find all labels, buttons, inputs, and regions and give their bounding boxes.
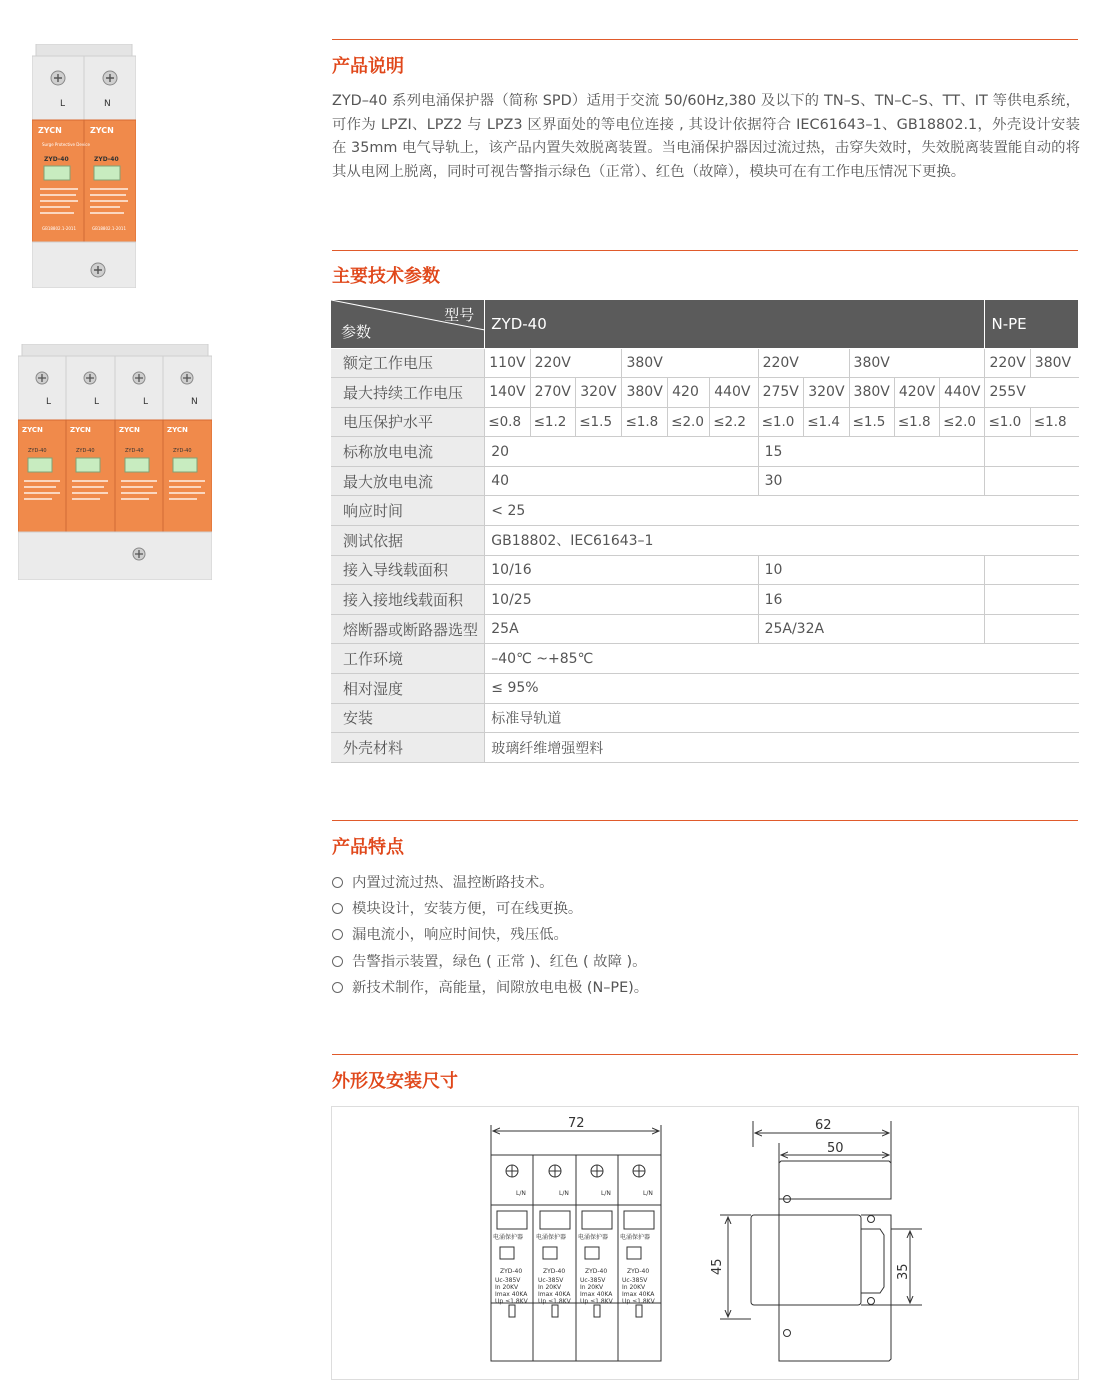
rating-line: Imax 40KA [538,1291,571,1298]
model-label: ZYD-40 [28,448,47,454]
front-pole [578,1165,614,1317]
circle-bullet-icon [332,982,343,993]
product-subtitle: Surge Protective Device [42,142,90,147]
table-cell: ≤2.2 [710,407,758,437]
rating-line: Up ≤1.8KV [538,1298,571,1305]
table-cell: 440V [940,378,985,408]
table-cell [985,466,1079,496]
row-label: 电压保护水平 [331,407,485,437]
header-diagonal-cell [331,300,485,348]
features-list [332,870,648,1001]
description-text: ZYD–40 系列电涌保护器（简称 SPD）适用于交流 50/60Hz,380 及以下的 TN–S、TN–C–S、TT、IT 等供电系统，可作为 LPZI、LPZ2 与 LPZ3 区界面处的等电位连接 , 其设计依据符合 IEC61643–1、GB18802.1，外壳设计安装在 35mm 电气导轨上，该产品内置失效脱离装置。当电涌保护器因过流过热，击穿失效时，失效脱离装置能自动的将其从电网上脱离，同时可视告警指示绿色（正常）、红色（故障），模块可在有工作电压情况下更换。 [332,93,1080,180]
table-cell: 140V [485,378,530,408]
table-cell: 20 [485,437,758,467]
table-cell: 110V [485,348,530,378]
dim-width-label: 72 [568,1116,585,1131]
module-model: ZYD-40 [543,1268,566,1275]
table-cell: < 25 [485,496,1079,526]
list-item: 内置过流过热、温控断路技术。 [332,870,648,896]
table-cell: 320V [576,378,622,408]
list-item: 漏电流小，响应时间快，残压低。 [332,922,648,948]
table-cell: ≤1.8 [894,407,939,437]
table-cell: ≤1.5 [849,407,894,437]
module-label: 电涌保护器 [493,1234,524,1241]
table-cell: ≤1.0 [758,407,804,437]
circle-bullet-icon [332,929,343,940]
table-cell: ≤1.8 [1030,407,1078,437]
table-cell: ≤1.4 [804,407,849,437]
table-cell: 420 [668,378,710,408]
pole-label: L [46,397,52,407]
rating-line: In 20KV [580,1284,604,1291]
module-label: 电涌保护器 [536,1234,567,1241]
rating-line: Up ≤1.8KV [495,1298,528,1305]
rating-line: Uc-385V [622,1277,648,1284]
pole-label: L/N [559,1190,569,1197]
table-cell: ≤1.0 [985,407,1030,437]
rating-line: Imax 40KA [580,1291,613,1298]
table-cell: ≤1.8 [622,407,668,437]
table-row [331,614,1079,644]
header-model-a: ZYD-40 [485,300,985,348]
table-row [331,674,1079,704]
table-cell: 10 [758,555,985,585]
table-cell: 275V [758,378,804,408]
table-cell: 380V [1030,348,1078,378]
table-row [331,555,1079,585]
dim-total-depth-label: 62 [815,1118,832,1133]
table-row [331,585,1079,615]
module-model: ZYD-40 [500,1268,523,1275]
pole-label: L/N [516,1190,526,1197]
row-label: 接入导线载面积 [331,555,485,585]
brand-logo-text: ZYCN [22,426,43,434]
description-title: 产品说明 [332,56,404,77]
module-label: 电涌保护器 [620,1234,651,1241]
model-label: ZYD-40 [125,448,144,454]
row-label: 熔断器或断路器选型 [331,614,485,644]
table-cell [985,585,1079,615]
brand-logo-text: ZYCN [90,126,114,135]
pole-label: L [60,99,66,109]
standard-code: GB18802.1-2011 [42,226,77,231]
section-divider [332,39,1078,40]
product-image-4-pole [18,344,212,580]
model-label: ZYD-40 [94,156,119,163]
row-label: 相对湿度 [331,674,485,704]
row-label: 标称放电电流 [331,437,485,467]
table-cell: 440V [710,378,758,408]
table-cell: 255V [985,378,1079,408]
table-cell: 320V [804,378,849,408]
table-cell: 25A/32A [758,614,985,644]
dim-rail-height-label: 35 [896,1263,911,1280]
table-cell: 220V [530,348,622,378]
rating-line: Uc-385V [580,1277,606,1284]
dim-body-depth-label: 50 [827,1141,844,1156]
module-model: ZYD-40 [585,1268,608,1275]
table-row [331,348,1079,378]
table-cell: 玻璃纤维增强塑料 [485,733,1079,763]
table-cell: ≤1.5 [576,407,622,437]
table-cell: 16 [758,585,985,615]
model-label: ZYD-40 [76,448,95,454]
table-cell: 380V [849,378,894,408]
table-row [331,466,1079,496]
brand-logo-text: ZYCN [70,426,91,434]
front-pole [536,1165,572,1317]
row-label: 接入接地线载面积 [331,585,485,615]
header-param-label: 参数 [341,322,372,341]
section-divider [332,250,1078,251]
dimension-drawing [331,1106,1079,1380]
table-row [331,378,1079,408]
row-label: 外壳材料 [331,733,485,763]
front-pole [620,1165,656,1317]
standard-code: GB18802.1-2011 [92,226,127,231]
module-model: ZYD-40 [627,1268,650,1275]
table-cell [985,437,1079,467]
list-item: 告警指示装置，绿色 ( 正常 )、红色 ( 故障 )。 [332,949,648,975]
model-label: ZYD-40 [44,156,69,163]
pole-label: L/N [643,1190,653,1197]
rating-line: Imax 40KA [622,1291,655,1298]
rating-line: In 20KV [495,1284,519,1291]
rating-line: Imax 40KA [495,1291,528,1298]
table-cell: ≤0.8 [485,407,530,437]
module-label: 电涌保护器 [578,1234,609,1241]
table-cell [985,614,1079,644]
model-label: ZYD-40 [173,448,192,454]
circle-bullet-icon [332,956,343,967]
dim-body-height-label: 45 [710,1258,725,1275]
pole-label: N [191,397,198,407]
pole-label: L [94,397,100,407]
row-label: 额定工作电压 [331,348,485,378]
row-label: 安装 [331,703,485,733]
table-cell: GB18802、IEC61643–1 [485,526,1079,556]
rating-line: In 20KV [538,1284,562,1291]
front-view [491,1125,661,1361]
row-label: 工作环境 [331,644,485,674]
pole-label: L/N [601,1190,611,1197]
table-cell: 380V [622,378,668,408]
table-cell: 标准导轨道 [485,703,1079,733]
rating-line: Up ≤1.8KV [622,1298,655,1305]
section-divider [332,820,1078,821]
table-cell [985,555,1079,585]
section-divider [332,1054,1078,1055]
table-cell: ≤2.0 [668,407,710,437]
dimension-drawing-svg [332,1107,1080,1381]
table-cell: 420V [894,378,939,408]
spec-table [331,300,1079,763]
table-row [331,703,1079,733]
table-cell: 10/16 [485,555,758,585]
row-label: 测试依据 [331,526,485,556]
table-cell: 380V [622,348,758,378]
pole-label: N [104,99,111,109]
product-image-2-pole [32,44,136,288]
list-item: 模块设计，安装方便，可在线更换。 [332,896,648,922]
table-row [331,526,1079,556]
rating-line: Uc-385V [538,1277,564,1284]
table-row [331,733,1079,763]
header-model-label: 型号 [444,306,475,324]
row-label: 响应时间 [331,496,485,526]
list-item: 新技术制作，高能量，间隙放电电极 (N–PE)。 [332,975,648,1001]
rating-line: Uc-385V [495,1277,521,1284]
table-row [331,496,1079,526]
table-row [331,407,1079,437]
brand-logo-text: ZYCN [167,426,188,434]
table-cell: 15 [758,437,985,467]
table-cell: 380V [849,348,985,378]
features-title: 产品特点 [332,837,404,858]
table-cell: –40℃ ~+85℃ [485,644,1079,674]
header-model-b: N-PE [985,300,1079,348]
table-cell: ≤ 95% [485,674,1079,704]
circle-bullet-icon [332,877,343,888]
front-pole [493,1165,529,1317]
brand-logo-text: ZYCN [119,426,140,434]
row-label: 最大放电电流 [331,466,485,496]
rating-line: Up ≤1.8KV [580,1298,613,1305]
pole-label: L [143,397,149,407]
circle-bullet-icon [332,903,343,914]
specs-title: 主要技术参数 [332,266,440,287]
table-cell: 220V [985,348,1030,378]
rating-line: In 20KV [622,1284,646,1291]
table-row [331,644,1079,674]
table-row [331,437,1079,467]
table-cell: 220V [758,348,849,378]
table-cell: 25A [485,614,758,644]
side-view [720,1121,922,1361]
table-cell: 30 [758,466,985,496]
table-cell: 270V [530,378,576,408]
row-label: 最大持续工作电压 [331,378,485,408]
table-cell: 40 [485,466,758,496]
table-cell: ≤1.2 [530,407,576,437]
table-cell: ≤2.0 [940,407,985,437]
table-cell: 10/25 [485,585,758,615]
spec-header-row [331,300,1079,348]
dimensions-title: 外形及安装尺寸 [332,1071,458,1092]
brand-logo-text: ZYCN [38,126,62,135]
